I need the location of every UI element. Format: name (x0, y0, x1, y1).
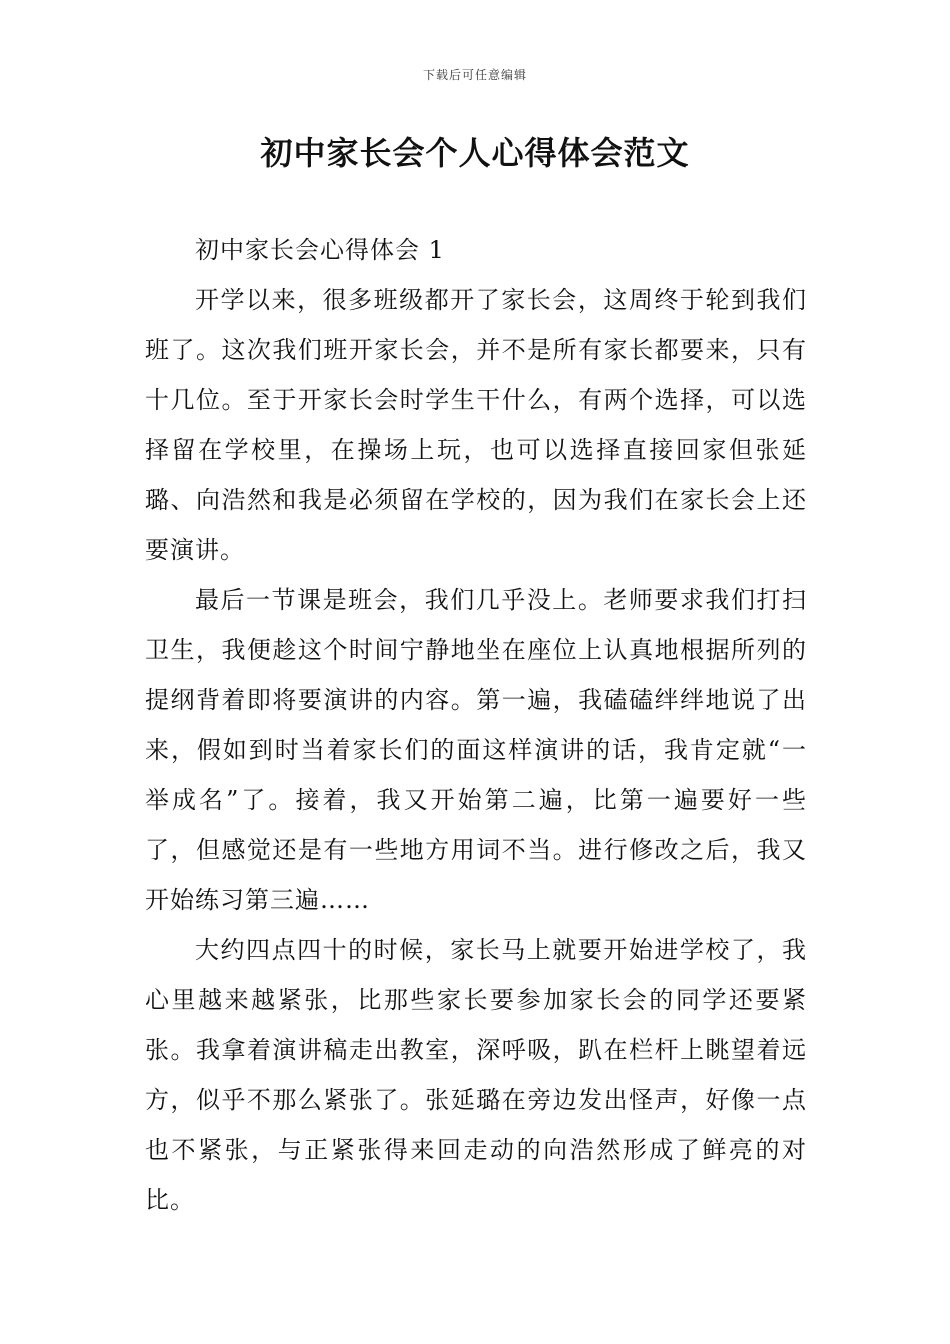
section-heading: 初中家长会心得体会 1 (195, 236, 445, 264)
document-body (145, 225, 807, 1225)
document-title: 初中家长会个人心得体会范文 (260, 134, 690, 172)
paragraph: 大约四点四十的时候，家长马上就要开始进学校了，我心里越来越紧张，比那些家长要参加家长会的同学还要紧张。我拿着演讲稿走出教室，深呼吸，趴在栏杆上眺望着远方，似乎不那么紧张了。张延璐在旁边发出怪声，好像一点也不紧张，与正紧张得来回走动的向浩然形成了鲜亮的对比。 (145, 936, 807, 1214)
paragraph: 开学以来，很多班级都开了家长会，这周终于轮到我们班了。这次我们班开家长会，并不是所有家长都要来，只有十几位。至于开家长会时学生干什么，有两个选择，可以选择留在学校里，在操场上玩，也可以选择直接回家但张延璐、向浩然和我是必须留在学校的，因为我们在家长会上还要演讲。 (145, 286, 807, 564)
paragraph: 最后一节课是班会，我们几乎没上。老师要求我们打扫卫生，我便趁这个时间宁静地坐在座位上认真地根据所列的提纲背着即将要演讲的内容。第一遍，我磕磕绊绊地说了出来，假如到时当着家长们的面这样演讲的话，我肯定就“一举成名”了。接着，我又开始第二遍，比第一遍要好一些了，但感觉还是有一些地方用词不当。进行修改之后，我又开始练习第三遍…… (145, 586, 807, 914)
header-note: 下载后可任意编辑 (422, 68, 527, 82)
